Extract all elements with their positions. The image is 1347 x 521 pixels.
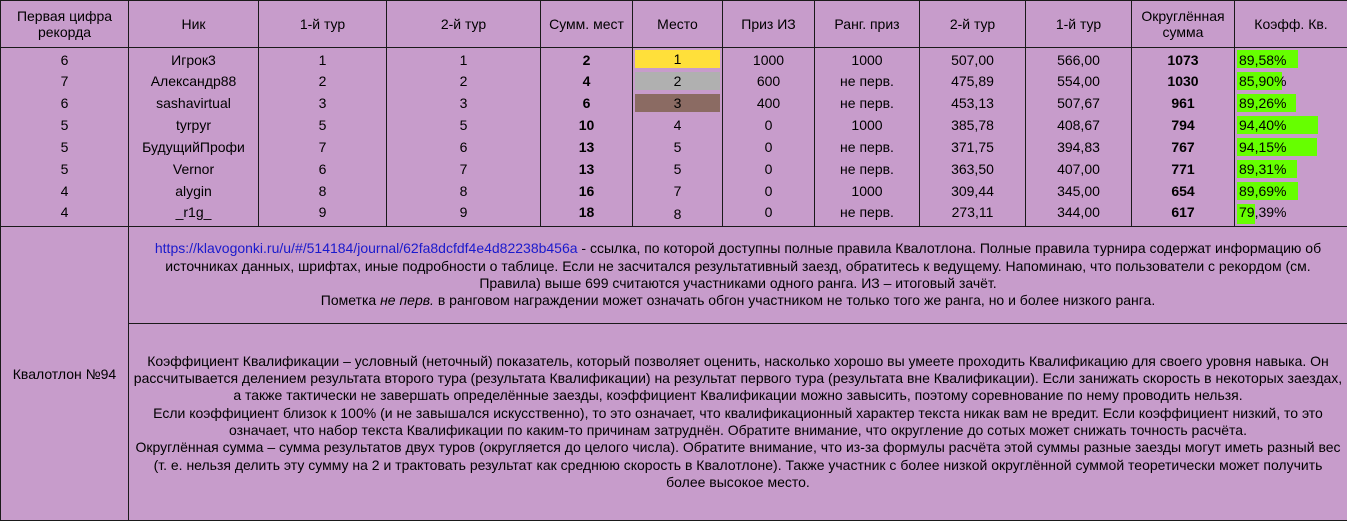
result2-cell: 363,50 (920, 158, 1026, 180)
result1-cell: 408,67 (1026, 114, 1132, 136)
prize-cell: 400 (723, 92, 815, 114)
result2-cell: 371,75 (920, 136, 1026, 158)
rank-prize-cell: не перв. (815, 202, 920, 227)
result1-cell: 554,00 (1026, 70, 1132, 92)
header-record: Первая цифра рекорда (1, 1, 129, 48)
header-sum-places: Сумм. мест (541, 1, 633, 48)
coefficient-cell (1235, 70, 1347, 92)
coefficient-value: 79,39% (1237, 204, 1286, 220)
nick-cell: tyrpyr (129, 114, 259, 136)
place-value: 3 (635, 94, 720, 112)
prize-cell: 1000 (723, 48, 815, 71)
header-result1: 1-й тур (1026, 1, 1132, 48)
header-nick: Ник (129, 1, 259, 48)
rounded-sum-cell: 1030 (1132, 70, 1235, 92)
place-cell (633, 158, 723, 180)
table-row (1, 158, 1347, 180)
header-round2: 2-й тур (387, 1, 541, 48)
result1-cell: 394,83 (1026, 136, 1132, 158)
place-value: 7 (635, 182, 720, 200)
result1-cell: 407,00 (1026, 158, 1132, 180)
record-cell: 4 (1, 180, 129, 202)
prize-cell: 0 (723, 114, 815, 136)
place-value: 5 (635, 138, 720, 156)
notes-row-1 (1, 227, 1347, 324)
prize-cell: 0 (723, 158, 815, 180)
coefficient-value: 89,31% (1237, 161, 1286, 177)
result2-cell: 385,78 (920, 114, 1026, 136)
place-cell (633, 180, 723, 202)
sum-places-cell: 18 (541, 202, 633, 227)
table-row (1, 92, 1347, 114)
place-cell (633, 92, 723, 114)
coefficient-value: 94,15% (1237, 139, 1286, 155)
coef-note-p3: Округлённая сумма – сумма результатов двух туров (округляется до целого числа). Обратите внимание, что из-за формулы расчёта этой суммы разные заезды могут иметь разный вес (т. е. нельзя делить эту сумму на 2 и трактовать результат как среднюю скорость в Квалотлоне). Также участник с более низкой округлённой суммой теоретически может получить более высокое место. (135, 439, 1340, 490)
coefficient-value: 89,69% (1237, 183, 1286, 199)
table-row (1, 114, 1347, 136)
round2-place-cell: 8 (387, 180, 541, 202)
header-rank-prize: Ранг. приз (815, 1, 920, 48)
note-prefix: Пометка (321, 292, 380, 308)
record-cell: 6 (1, 92, 129, 114)
result1-cell: 507,67 (1026, 92, 1132, 114)
result2-cell: 507,00 (920, 48, 1026, 71)
coefficient-value: 89,26% (1237, 95, 1286, 111)
coefficient-note (129, 324, 1347, 521)
sum-places-cell: 13 (541, 158, 633, 180)
coefficient-cell (1235, 114, 1347, 136)
prize-cell: 600 (723, 70, 815, 92)
record-cell: 5 (1, 158, 129, 180)
event-title: Квалотлон №94 (1, 227, 129, 521)
prize-cell: 0 (723, 202, 815, 227)
notes-row-2 (1, 324, 1347, 521)
coefficient-value: 94,40% (1237, 117, 1286, 133)
nick-cell: alygin (129, 180, 259, 202)
header-prize-iz: Приз ИЗ (723, 1, 815, 48)
record-cell: 7 (1, 70, 129, 92)
nick-cell: Александр88 (129, 70, 259, 92)
round2-place-cell: 2 (387, 70, 541, 92)
sum-places-cell: 16 (541, 180, 633, 202)
place-cell (633, 136, 723, 158)
record-cell: 5 (1, 136, 129, 158)
place-cell (633, 70, 723, 92)
coefficient-cell (1235, 158, 1347, 180)
prize-cell: 0 (723, 136, 815, 158)
rounded-sum-cell: 654 (1132, 180, 1235, 202)
round1-place-cell: 9 (259, 202, 387, 227)
round2-place-cell: 1 (387, 48, 541, 71)
header-place: Место (633, 1, 723, 48)
round1-place-cell: 7 (259, 136, 387, 158)
coefficient-value: 89,58% (1237, 52, 1286, 68)
result2-cell: 273,11 (920, 202, 1026, 227)
table-row (1, 70, 1347, 92)
coefficient-cell (1235, 48, 1347, 71)
round2-place-cell: 5 (387, 114, 541, 136)
prize-cell: 0 (723, 180, 815, 202)
rounded-sum-cell: 961 (1132, 92, 1235, 114)
rules-note (129, 227, 1347, 324)
note-suffix: в ранговом награждении может означать обгон участником не только того же ранга, но и более низкого ранга. (434, 292, 1155, 308)
rank-prize-cell: 1000 (815, 114, 920, 136)
round1-place-cell: 2 (259, 70, 387, 92)
place-cell (633, 202, 723, 227)
header-rounded-sum: Округлённая сумма (1132, 1, 1235, 48)
nick-cell: _r1g_ (129, 202, 259, 227)
rules-link[interactable]: https://klavogonki.ru/u/#/514184/journal/62fa8dcfdf4e4d82238b456a (155, 240, 578, 256)
place-value: 5 (635, 160, 720, 178)
record-cell: 6 (1, 48, 129, 71)
coefficient-cell (1235, 180, 1347, 202)
nick-cell: БудущийПрофи (129, 136, 259, 158)
sum-places-cell: 4 (541, 70, 633, 92)
round1-place-cell: 5 (259, 114, 387, 136)
result1-cell: 344,00 (1026, 202, 1132, 227)
place-value: 1 (635, 50, 720, 68)
result2-cell: 453,13 (920, 92, 1026, 114)
results-body (1, 48, 1347, 227)
rank-prize-cell: не перв. (815, 158, 920, 180)
coefficient-cell (1235, 202, 1347, 227)
round1-place-cell: 8 (259, 180, 387, 202)
header-round1: 1-й тур (259, 1, 387, 48)
coefficient-cell (1235, 136, 1347, 158)
header-row (1, 1, 1347, 48)
rounded-sum-cell: 767 (1132, 136, 1235, 158)
sum-places-cell: 13 (541, 136, 633, 158)
place-value: 8 (635, 205, 720, 223)
place-value: 2 (635, 72, 720, 90)
result2-cell: 309,44 (920, 180, 1026, 202)
record-cell: 5 (1, 114, 129, 136)
sum-places-cell: 6 (541, 92, 633, 114)
table-row (1, 180, 1347, 202)
table-row (1, 202, 1347, 227)
rank-prize-cell: 1000 (815, 48, 920, 71)
round2-place-cell: 3 (387, 92, 541, 114)
table-row (1, 48, 1347, 71)
result1-cell: 566,00 (1026, 48, 1132, 71)
rounded-sum-cell: 617 (1132, 202, 1235, 227)
coefficient-cell (1235, 92, 1347, 114)
round2-place-cell: 7 (387, 158, 541, 180)
coefficient-value: 85,90% (1237, 73, 1286, 89)
sum-places-cell: 2 (541, 48, 633, 71)
nick-cell: Игрок3 (129, 48, 259, 71)
rounded-sum-cell: 794 (1132, 114, 1235, 136)
round1-place-cell: 1 (259, 48, 387, 71)
rank-prize-cell: не перв. (815, 70, 920, 92)
round1-place-cell: 6 (259, 158, 387, 180)
coef-note-p1: Коэффициент Квалификации – условный (неточный) показатель, который позволяет оценить, насколько хорошо вы умеете проходить Квалификацию для своего уровня навыка. Он рассчитывается делением результата второго тура (результата Квалификации) на результат первого тура (результата вне Квалификации). Если занижать скорость в некоторых заездах, а также тактически не завершать определённые заезды, коэффициент Квалификации можно завысить, поэтому соревнование по нему проводить нельзя. (134, 353, 1342, 404)
rounded-sum-cell: 771 (1132, 158, 1235, 180)
rules-text: - ссылка, по которой доступны полные правила Квалотлона. Полные правила турнира содержат информацию об источниках данных, шрифтах, иные подробности о таблице. Если не засчитался результативный заезд, обратитесь к ведущему. Напоминаю, что пользователи с рекордом (см. Правила) выше 699 считаются участниками одного ранга. ИЗ – итоговый зачёт. (165, 240, 1321, 291)
nick-cell: sashavirtual (129, 92, 259, 114)
place-cell (633, 48, 723, 71)
result2-cell: 475,89 (920, 70, 1026, 92)
note-emphasis: не перв. (380, 292, 434, 308)
table-row (1, 136, 1347, 158)
round1-place-cell: 3 (259, 92, 387, 114)
place-cell (633, 114, 723, 136)
round2-place-cell: 9 (387, 202, 541, 227)
result1-cell: 345,00 (1026, 180, 1132, 202)
record-cell: 4 (1, 202, 129, 227)
round2-place-cell: 6 (387, 136, 541, 158)
nick-cell: Vernor (129, 158, 259, 180)
header-result2: 2-й тур (920, 1, 1026, 48)
rank-prize-cell: не перв. (815, 92, 920, 114)
place-value: 4 (635, 116, 720, 134)
header-coefficient: Коэфф. Кв. (1235, 1, 1347, 48)
rounded-sum-cell: 1073 (1132, 48, 1235, 71)
coef-note-p2: Если коэффициент близок к 100% (и не завышался искусственно), то это означает, что квалификационный характер текста никак вам не вредит. Если коэффициент низкий, то это означает, что набор текста Квалификации по каким-то причинам затруднён. Обратите внимание, что округление до сотых может снижать точность расчёта. (153, 405, 1323, 438)
rank-prize-cell: 1000 (815, 180, 920, 202)
sum-places-cell: 10 (541, 114, 633, 136)
rank-prize-cell: не перв. (815, 136, 920, 158)
